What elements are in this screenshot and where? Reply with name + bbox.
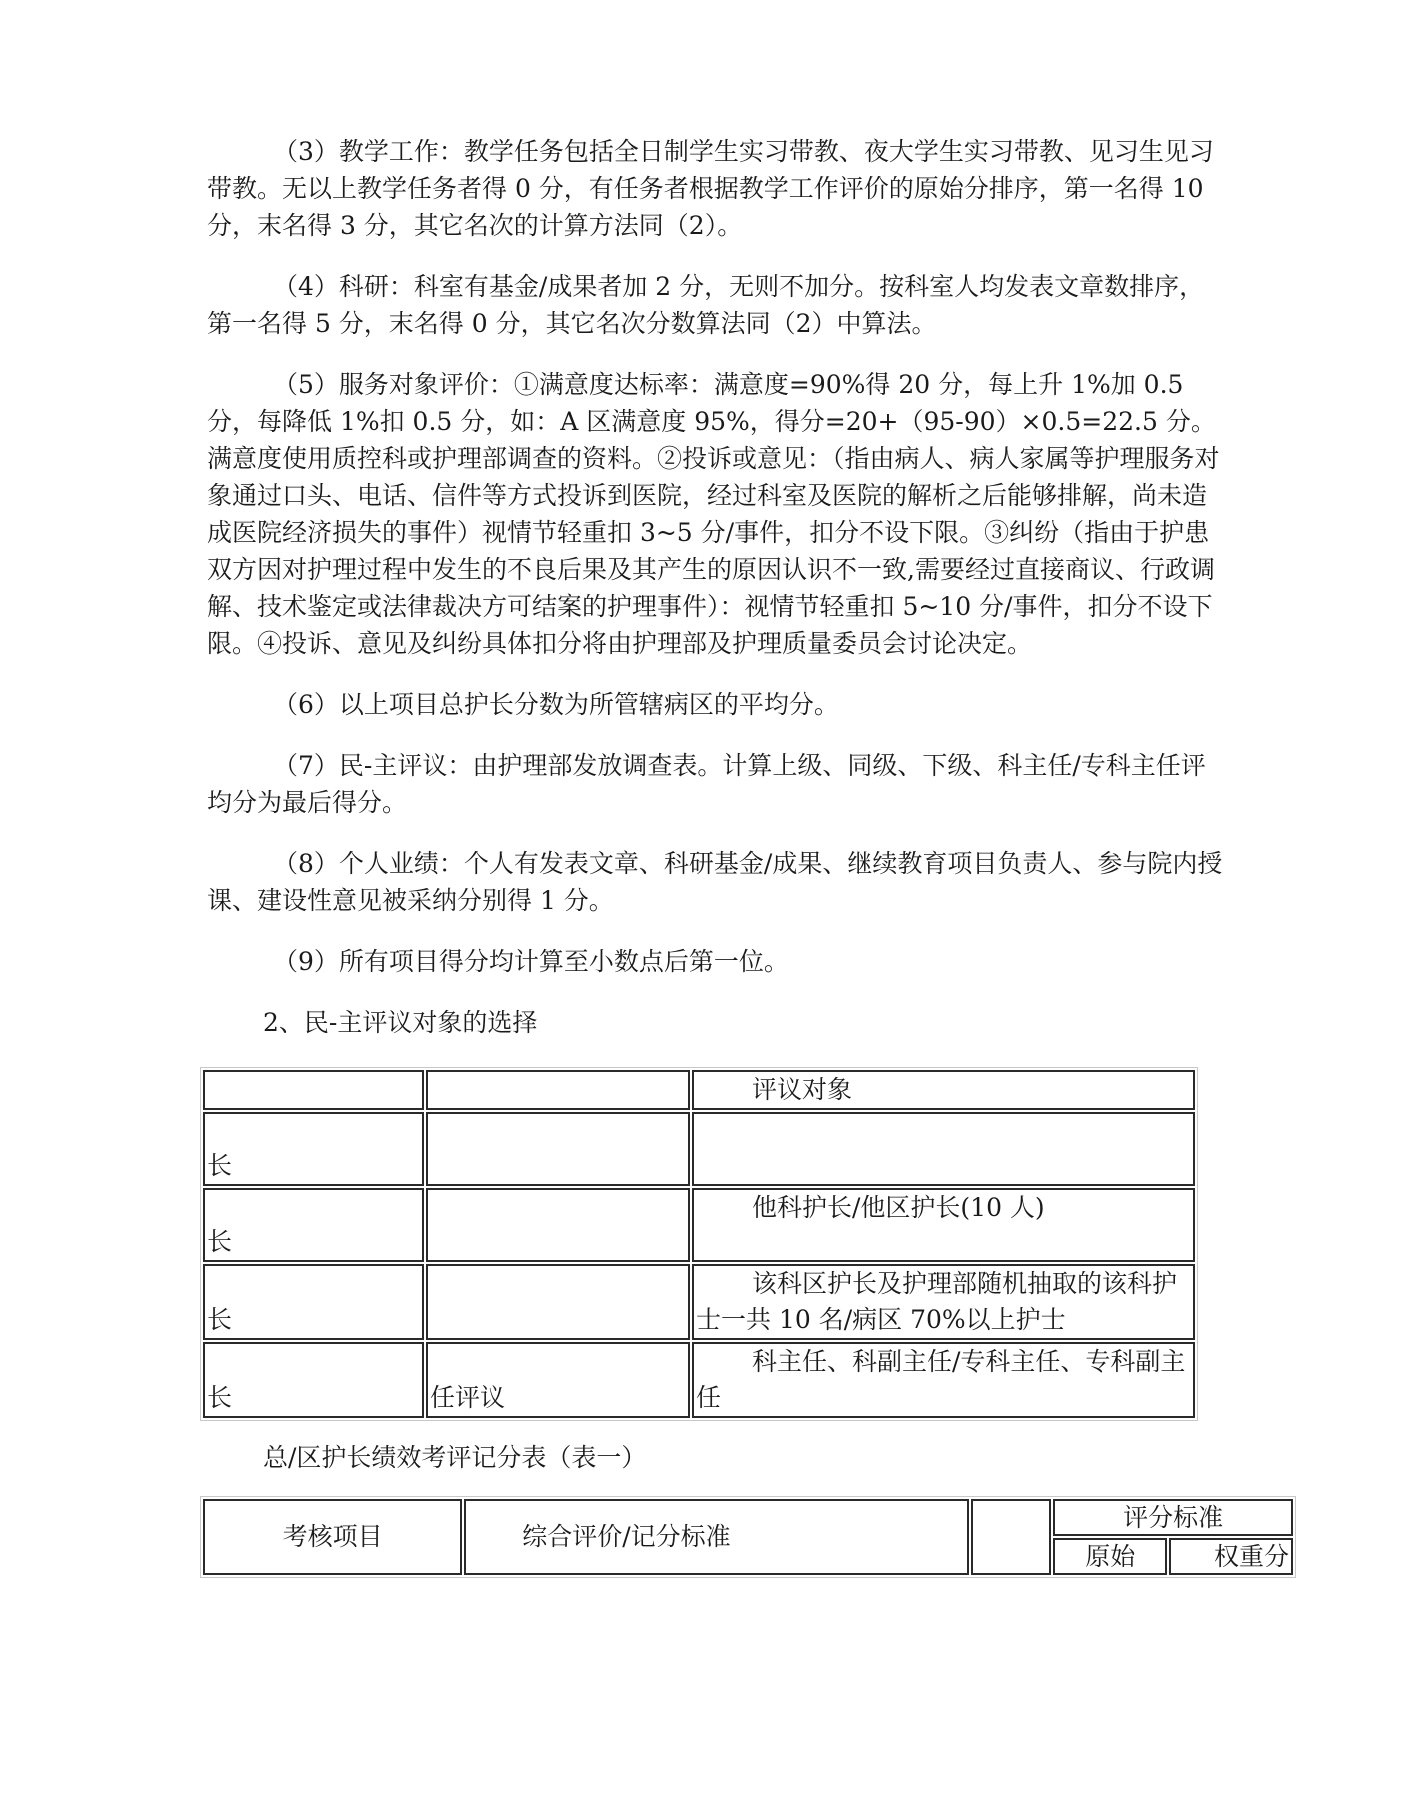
performance-score-table	[200, 1496, 1296, 1578]
header-weighted-score: 权重分	[1169, 1538, 1293, 1575]
header-original-score: 原始	[1053, 1538, 1167, 1575]
table-row	[203, 1070, 1195, 1110]
table-cell	[203, 1070, 424, 1110]
document-page	[207, 133, 1289, 1578]
paragraph-teaching: （3）教学工作：教学任务包括全日制学生实习带教、夜大学生实习带教、见习生见习带教。无以上教学任务者得 0 分，有任务者根据教学工作评价的原始分排序，第一名得 10 分，末名得 3 分，其它名次的计算方法同（2）。	[207, 137, 1214, 240]
table-cell	[426, 1112, 690, 1186]
table-cell: 该科区护长及护理部随机抽取的该科护士一共 10 名/病区 70%以上护士	[692, 1264, 1195, 1340]
table-cell	[971, 1499, 1052, 1575]
table-cell: 长	[203, 1188, 424, 1262]
header-scoring-standard: 综合评价/记分标准	[464, 1499, 968, 1575]
table-row	[203, 1499, 1293, 1536]
section-heading: 2、民-主评议对象的选择	[263, 1008, 538, 1037]
header-assessment-item: 考核项目	[203, 1499, 462, 1575]
paragraph-personal-performance: （8）个人业绩：个人有发表文章、科研基金/成果、继续教育项目负责人、参与院内授课、建设性意见被采纳分别得 1 分。	[207, 849, 1223, 915]
table-row	[203, 1188, 1195, 1262]
table-cell	[426, 1264, 690, 1340]
paragraph-democratic-review: （7）民-主评议：由护理部发放调查表。计算上级、同级、下级、科主任/专科主任评均分为最后得分。	[207, 751, 1206, 817]
table-header-review-target: 评议对象	[692, 1070, 1195, 1110]
table-cell	[426, 1188, 690, 1262]
paragraph-research: （4）科研：科室有基金/成果者加 2 分，无则不加分。按科室人均发表文章数排序，第一名得 5 分，末名得 0 分，其它名次分数算法同（2）中算法。	[207, 272, 1205, 338]
table-cell: 科主任、科副主任/专科主任、专科副主任	[692, 1342, 1195, 1418]
paragraph-decimal-rule: （9）所有项目得分均计算至小数点后第一位。	[273, 947, 789, 976]
paragraph-head-nurse-average: （6）以上项目总护长分数为所管辖病区的平均分。	[273, 690, 839, 719]
table-row	[203, 1264, 1195, 1340]
table-caption: 总/区护长绩效考评记分表（表一）	[263, 1443, 647, 1472]
table-cell: 任评议	[426, 1342, 690, 1418]
table-cell: 长	[203, 1264, 424, 1340]
table-row	[203, 1342, 1195, 1418]
table-cell	[692, 1112, 1195, 1186]
table-row	[203, 1112, 1195, 1186]
table-cell: 他科护长/他区护长(10 人)	[692, 1188, 1195, 1262]
table-cell: 长	[203, 1342, 424, 1418]
paragraph-service-evaluation: （5）服务对象评价：①满意度达标率：满意度=90%得 20 分，每上升 1%加 0.5 分，每降低 1%扣 0.5 分，如：A 区满意度 95%，得分=20+（95-90）×0.5=22.5 分。满意度使用质控科或护理部调查的资料。②投诉或意见：（指由病人、病人家属等护理服务对象通过口头、电话、信件等方式投诉到医院，经过科室及医院的解析之后能够排解，尚未造成医院经济损失的事件）视情节轻重扣 3~5 分/事件，扣分不设下限。③纠纷（指由于护患双方因对护理过程中发生的不良后果及其产生的原因认识不一致,需要经过直接商议、行政调解、技术鉴定或法律裁决方可结案的护理事件）：视情节轻重扣 5~10 分/事件，扣分不设下限。④投诉、意见及纠纷具体扣分将由护理部及护理质量委员会讨论决定。	[207, 370, 1220, 658]
header-score-standard: 评分标准	[1053, 1499, 1293, 1536]
review-targets-table	[200, 1067, 1198, 1421]
table-cell	[426, 1070, 690, 1110]
table-cell: 长	[203, 1112, 424, 1186]
